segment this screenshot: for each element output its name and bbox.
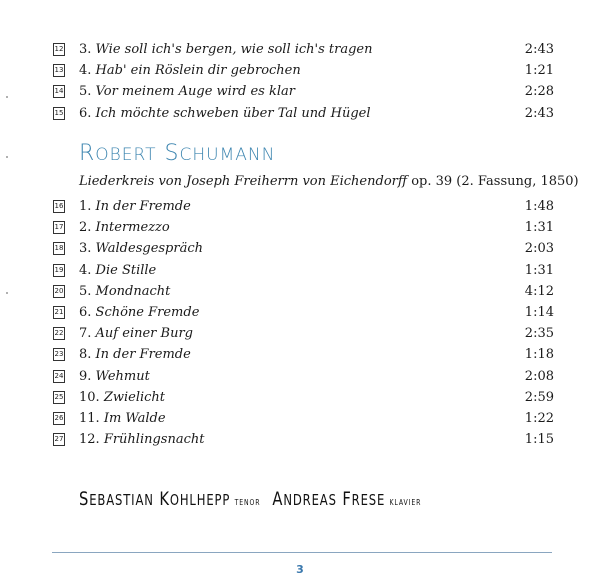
track-title: Im Walde (103, 411, 166, 426)
track-index: 8. (79, 347, 96, 363)
track-row (0, 324, 599, 344)
track-row (0, 40, 599, 60)
track-index: 3. (79, 42, 96, 57)
track-title: Vor meinem Auge wird es klar (95, 84, 295, 100)
track-duration: 1:14 (524, 305, 554, 320)
work-title (79, 174, 579, 189)
track-title: Hab' ein Röslein dir gebrochen (95, 63, 301, 79)
track-entry (79, 104, 371, 124)
track-entry (79, 430, 204, 450)
track-entry (79, 218, 170, 238)
track-row (0, 261, 599, 281)
track-number-box: 26 (53, 412, 65, 425)
track-duration: 2:43 (524, 42, 554, 57)
track-title: Schöne Fremde (95, 305, 200, 320)
track-duration: 2:59 (524, 389, 554, 405)
track-number-box: 19 (53, 264, 65, 277)
track-row (0, 388, 599, 408)
track-duration: 2:43 (524, 105, 554, 121)
track-row (0, 82, 599, 102)
track-number-box: 14 (53, 85, 65, 98)
track-number-box: 24 (53, 370, 65, 383)
track-row (0, 197, 599, 217)
scan-mark (6, 96, 8, 98)
track-title: Zwielicht (103, 389, 166, 405)
track-duration: 1:48 (524, 199, 554, 214)
performers-line (79, 488, 433, 510)
track-index: 7. (79, 326, 96, 342)
track-title: Wie soll ich's bergen, wie soll ich's tragen (95, 42, 373, 57)
track-index: 3. (79, 241, 96, 257)
work-title-rest: op. 39 (2. Fassung, 1850) (407, 174, 579, 189)
track-index: 4. (79, 262, 96, 278)
track-row (0, 218, 599, 238)
track-duration: 2:03 (524, 241, 554, 257)
work-title-italic: Liederkreis von Joseph Freiherrn von Eichendorff (79, 174, 408, 189)
track-duration: 1:31 (524, 262, 554, 278)
track-number-box: 15 (53, 107, 65, 120)
composer-name: ROBERT SCHUMANN (79, 141, 276, 166)
track-row (0, 367, 599, 387)
track-index: 11. (79, 411, 104, 426)
page-number: 3 (296, 563, 304, 576)
track-entry (79, 409, 166, 429)
track-row (0, 104, 599, 124)
track-duration: 1:31 (524, 220, 554, 236)
track-index: 12. (79, 432, 104, 448)
track-number-box: 13 (53, 64, 65, 77)
track-number-box: 18 (53, 242, 65, 255)
track-title: Waldesgespräch (95, 241, 203, 257)
track-entry (79, 40, 373, 60)
composer-heading (79, 141, 275, 166)
track-number-box: 12 (53, 43, 65, 56)
track-duration: 4:12 (524, 283, 554, 299)
track-index: 4. (79, 63, 96, 79)
track-index: 5. (79, 84, 96, 100)
track-row (0, 282, 599, 302)
performer-role: KLAVIER (389, 498, 422, 507)
track-entry (79, 303, 199, 323)
track-entry (79, 388, 165, 408)
track-entry (79, 367, 150, 387)
track-entry (79, 82, 295, 102)
performer-role: TENOR (234, 498, 261, 507)
track-entry (79, 61, 301, 81)
track-index: 6. (79, 105, 96, 121)
track-index: 10. (79, 389, 104, 405)
track-title: Auf einer Burg (95, 326, 193, 342)
track-title: Wehmut (95, 368, 150, 384)
track-row (0, 303, 599, 323)
track-index: 5. (79, 283, 96, 299)
track-duration: 1:22 (524, 411, 554, 426)
track-title: In der Fremde (95, 199, 191, 214)
track-number-box: 20 (53, 285, 65, 298)
track-row (0, 61, 599, 81)
track-duration: 2:35 (524, 326, 554, 342)
track-title: Frühlingsnacht (103, 432, 205, 448)
scan-mark (6, 156, 8, 158)
track-entry (79, 239, 203, 259)
track-duration: 1:18 (524, 347, 554, 363)
track-row (0, 430, 599, 450)
performer: ANDREAS FRESE KLAVIER (272, 488, 422, 510)
track-title: Mondnacht (95, 283, 171, 299)
performer: SEBASTIAN KOHLHEPP TENOR (79, 488, 261, 510)
track-number-box: 16 (53, 200, 65, 213)
track-index: 6. (79, 305, 96, 320)
track-duration: 2:08 (524, 368, 554, 384)
track-number-box: 21 (53, 306, 65, 319)
track-title: Ich möchte schweben über Tal und Hügel (95, 105, 371, 121)
track-number-box: 25 (53, 391, 65, 404)
footer-rule (52, 552, 552, 553)
track-entry (79, 261, 156, 281)
track-entry (79, 197, 191, 217)
track-row (0, 409, 599, 429)
track-number-box: 27 (53, 433, 65, 446)
track-title: Die Stille (95, 262, 157, 278)
track-row (0, 239, 599, 259)
track-duration: 1:21 (524, 63, 554, 79)
track-entry (79, 282, 170, 302)
scan-mark (6, 292, 8, 294)
track-title: In der Fremde (95, 347, 191, 363)
track-row (0, 345, 599, 365)
track-duration: 2:28 (524, 84, 554, 100)
track-entry (79, 324, 193, 344)
track-index: 2. (79, 220, 96, 236)
track-number-box: 23 (53, 348, 65, 361)
track-index: 1. (79, 199, 96, 214)
track-number-box: 22 (53, 327, 65, 340)
track-title: Intermezzo (95, 220, 170, 236)
track-number-box: 17 (53, 221, 65, 234)
track-duration: 1:15 (524, 432, 554, 448)
track-index: 9. (79, 368, 96, 384)
track-entry (79, 345, 191, 365)
